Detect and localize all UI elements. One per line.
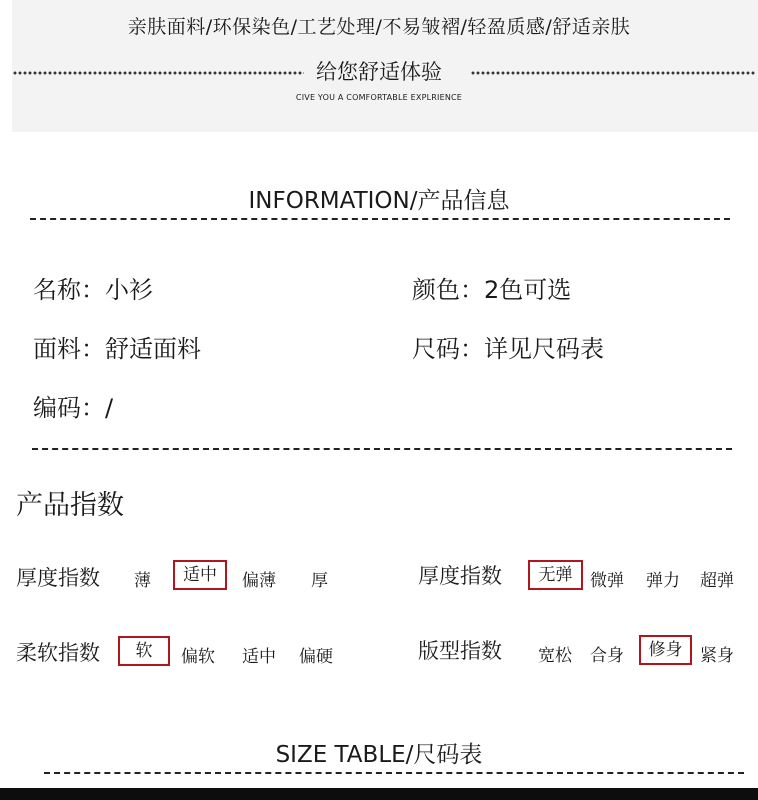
elasticity-option: 弹力 xyxy=(646,571,680,591)
wavy-divider-right xyxy=(470,70,756,76)
thickness-option: 薄 xyxy=(134,571,151,591)
info-name: 名称：小衫 xyxy=(33,276,153,304)
thickness-index-label: 厚度指数 xyxy=(16,566,100,590)
softness-index-label: 柔软指数 xyxy=(16,641,100,665)
elasticity-index-label: 厚度指数 xyxy=(418,564,502,588)
thickness-option: 偏薄 xyxy=(242,571,276,591)
elasticity-option: 超弹 xyxy=(700,571,734,591)
elasticity-option: 微弹 xyxy=(590,571,624,591)
size-table-heading: SIZE TABLE/尺码表 xyxy=(275,742,483,768)
fit-option-selected: 修身 xyxy=(639,635,692,665)
indices-heading: 产品指数 xyxy=(16,490,124,521)
fit-index-label: 版型指数 xyxy=(418,639,502,663)
info-size: 尺码：详见尺码表 xyxy=(412,335,604,363)
elasticity-option-selected: 无弹 xyxy=(528,560,583,590)
dashed-divider xyxy=(30,218,730,220)
softness-option-selected: 软 xyxy=(118,636,170,666)
thickness-option: 厚 xyxy=(311,571,328,591)
comfort-subtitle: CIVE YOU A COMFORTABLE EXPLRIENCE xyxy=(295,93,463,102)
thickness-option-selected: 适中 xyxy=(173,560,227,590)
softness-option: 偏软 xyxy=(181,647,215,667)
dashed-divider xyxy=(32,448,732,450)
softness-option: 适中 xyxy=(242,647,276,667)
dashed-divider xyxy=(44,772,744,774)
table-top-bar xyxy=(0,788,758,800)
information-heading: INFORMATION/产品信息 xyxy=(248,188,510,214)
info-color: 颜色：2色可选 xyxy=(412,276,572,304)
info-fabric: 面料：舒适面料 xyxy=(33,335,201,363)
comfort-title: 给您舒适体验 xyxy=(316,60,442,84)
softness-option: 偏硬 xyxy=(299,647,333,667)
fit-option: 紧身 xyxy=(700,646,734,666)
fit-option: 宽松 xyxy=(538,646,572,666)
feature-list: 亲肤面料/环保染色/工艺处理/不易皱褶/轻盈质感/舒适亲肤 xyxy=(127,16,631,38)
info-code: 编码：/ xyxy=(33,394,114,422)
fit-option: 合身 xyxy=(590,646,624,666)
